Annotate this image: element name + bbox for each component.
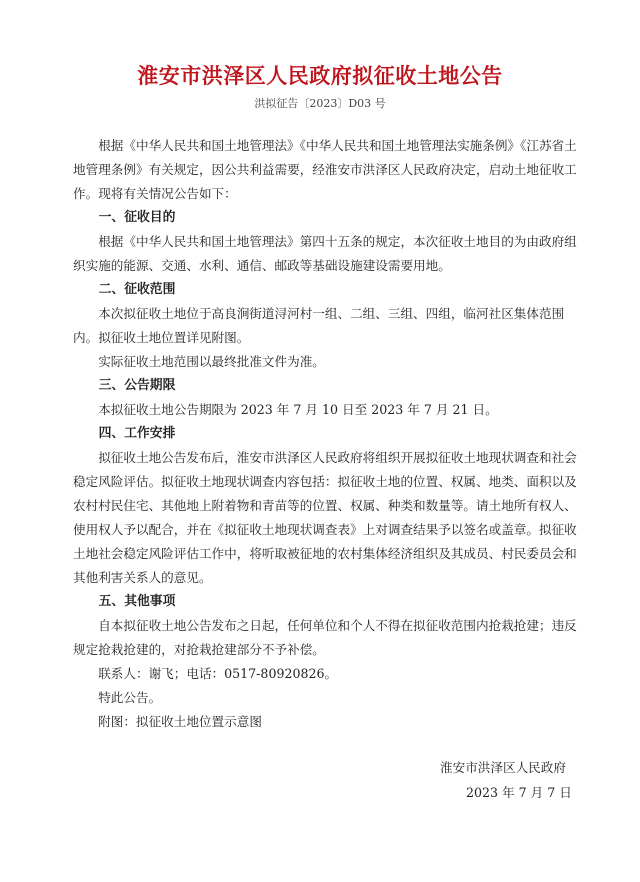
section-2-heading: 二、征收范围 <box>98 282 176 297</box>
document-number: 洪拟征告〔2023〕D03 号 <box>254 97 386 110</box>
signature-date: 2023 年 7 月 7 日 <box>466 785 572 800</box>
intro-paragraph: 根据《中华人民共和国土地管理法》《中华人民共和国土地管理法实施条例》《江苏省土地管理条例》有关规定，因公共利益需要，经淮安市洪泽区人民政府决定，启动土地征收工作。现将有关情况公告如下： <box>73 138 577 201</box>
signature-organization: 淮安市洪泽区人民政府 <box>440 760 566 775</box>
document-body <box>73 134 583 734</box>
contact-line: 联系人：谢飞；电话：0517-80920826。 <box>98 666 338 681</box>
attachment-line: 附图：拟征收土地位置示意图 <box>98 714 262 729</box>
section-2-note: 实际征收土地范围以最终批准文件为准。 <box>98 354 325 369</box>
section-5-text: 自本拟征收土地公告发布之日起，任何单位和个人不得在拟征收范围内抢栽抢建；违反规定抢栽抢建的，对抢栽抢建部分不予补偿。 <box>73 618 577 657</box>
section-5-heading: 五、其他事项 <box>98 594 176 609</box>
section-4-heading: 四、工作安排 <box>98 426 176 441</box>
section-1-heading: 一、征收目的 <box>98 210 176 225</box>
section-3-heading: 三、公告期限 <box>98 378 176 393</box>
section-2-text: 本次拟征收土地位于高良涧街道浔河村一组、二组、三组、四组，临河社区集体范围内。拟征收土地位置详见附图。 <box>73 306 565 345</box>
document-title: 淮安市洪泽区人民政府拟征收土地公告 <box>137 64 503 88</box>
section-4-text: 拟征收土地公告发布后，淮安市洪泽区人民政府将组织开展拟征收土地现状调查和社会稳定风险评估。拟征收土地现状调查内容包括：拟征收土地的位置、权属、地类、面积以及农村村民住宅、其他地上附着物和青苗等的位置、权属、种类和数量等。请土地所有权人、使用权人予以配合，并在《拟征收土地现状调查表》上对调查结果予以签名或盖章。拟征收土地社会稳定风险评估工作中，将听取被征地的农村集体经济组织及其成员、村民委员会和其他利害关系人的意见。 <box>73 450 577 585</box>
section-1-text: 根据《中华人民共和国土地管理法》第四十五条的规定，本次征收土地目的为由政府组织实施的能源、交通、水利、通信、邮政等基础设施建设需要用地。 <box>73 234 577 273</box>
closing-line: 特此公告。 <box>98 690 162 705</box>
section-3-text: 本拟征收土地公告期限为 2023 年 7 月 10 日至 2023 年 7 月 21 日。 <box>98 402 498 417</box>
